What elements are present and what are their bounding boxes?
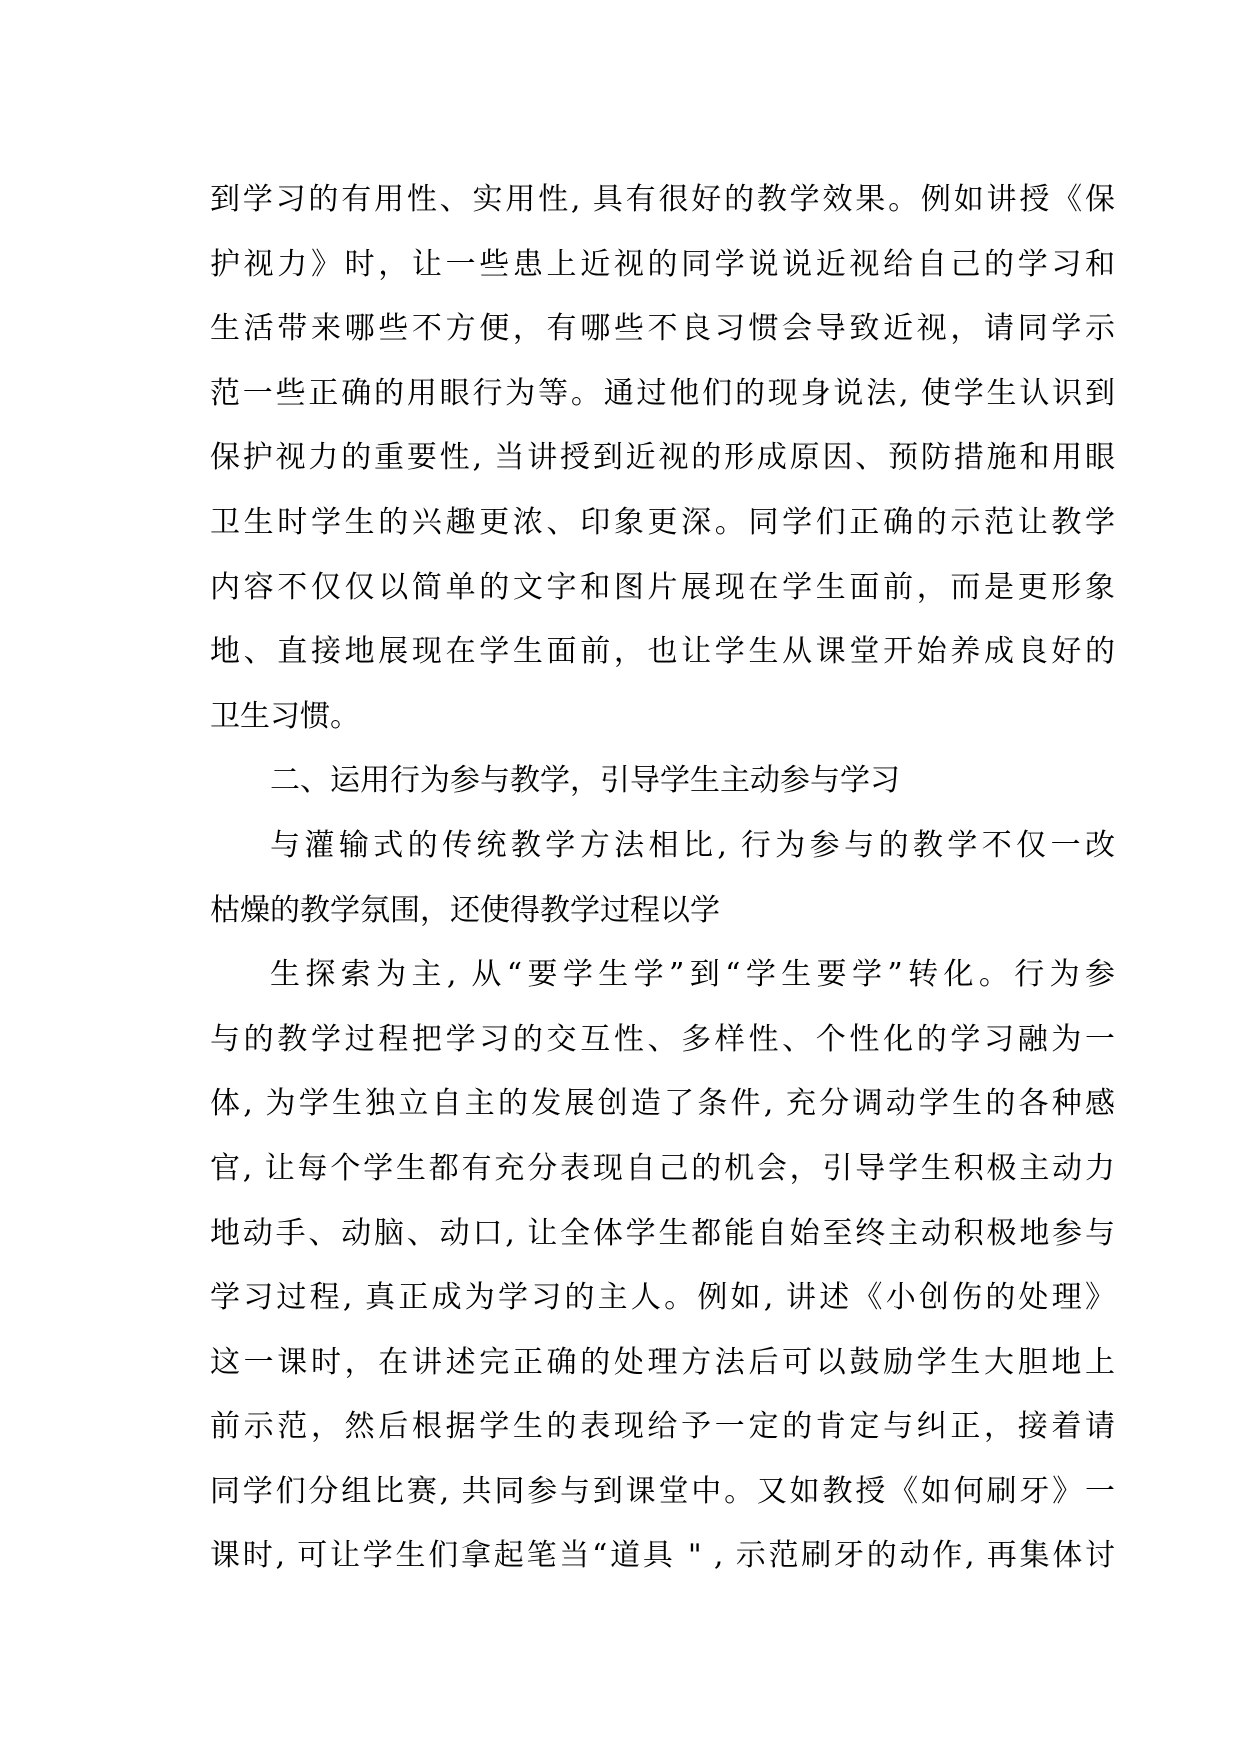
text-line: 学习过程, 真正成为学习的主人。例如, 讲述《小创伤的处理》	[210, 1280, 1115, 1316]
text-line: 生探索为主, 从“要学生学”到“学生要学”转化。行为参	[270, 957, 1115, 993]
text-line: 官, 让每个学生都有充分表现自己的机会，引导学生积极主动力	[210, 1150, 1115, 1186]
text-line: 内容不仅仅以简单的文字和图片展现在学生面前，而是更形象	[210, 569, 1115, 605]
text-line: 这一课时，在讲述完正确的处理方法后可以鼓励学生大胆地上	[210, 1344, 1115, 1380]
section-heading: 二、运用行为参与教学，引导学生主动参与学习	[270, 763, 900, 799]
text-line: 前示范，然后根据学生的表现给予一定的肯定与纠正，接着请	[210, 1409, 1115, 1445]
body-text	[210, 168, 1115, 1589]
text-line: 卫生习惯。	[210, 698, 360, 734]
text-line: 体, 为学生独立自主的发展创造了条件, 充分调动学生的各种感	[210, 1086, 1115, 1122]
text-line: 到学习的有用性、实用性, 具有很好的教学效果。例如讲授《保	[210, 182, 1115, 217]
text-line: 护视力》时，让一些患上近视的同学说说近视给自己的学习和	[210, 246, 1115, 282]
text-line: 生活带来哪些不方便，有哪些不良习惯会导致近视，请同学示	[210, 311, 1115, 347]
text-line: 地、直接地展现在学生面前，也让学生从课堂开始养成良好的	[210, 634, 1115, 670]
text-line: 同学们分组比赛, 共同参与到课堂中。又如教授《如何刷牙》一	[210, 1473, 1115, 1509]
text-line: 课时, 可让学生们拿起笔当“道具 " , 示范刷牙的动作, 再集体讨	[210, 1538, 1115, 1574]
text-line: 保护视力的重要性, 当讲授到近视的形成原因、预防措施和用眼	[210, 440, 1115, 476]
text-line: 枯燥的教学氛围，还使得教学过程以学	[210, 892, 720, 928]
text-line: 与的教学过程把学习的交互性、多样性、个性化的学习融为一	[210, 1021, 1115, 1057]
text-line: 范一些正确的用眼行为等。通过他们的现身说法, 使学生认识到	[210, 375, 1115, 411]
text-line: 卫生时学生的兴趣更浓、印象更深。同学们正确的示范让教学	[210, 504, 1115, 540]
text-line: 与灌输式的传统教学方法相比, 行为参与的教学不仅一改	[270, 827, 1115, 863]
text-line: 地动手、动脑、动口, 让全体学生都能自始至终主动积极地参与	[210, 1215, 1115, 1251]
